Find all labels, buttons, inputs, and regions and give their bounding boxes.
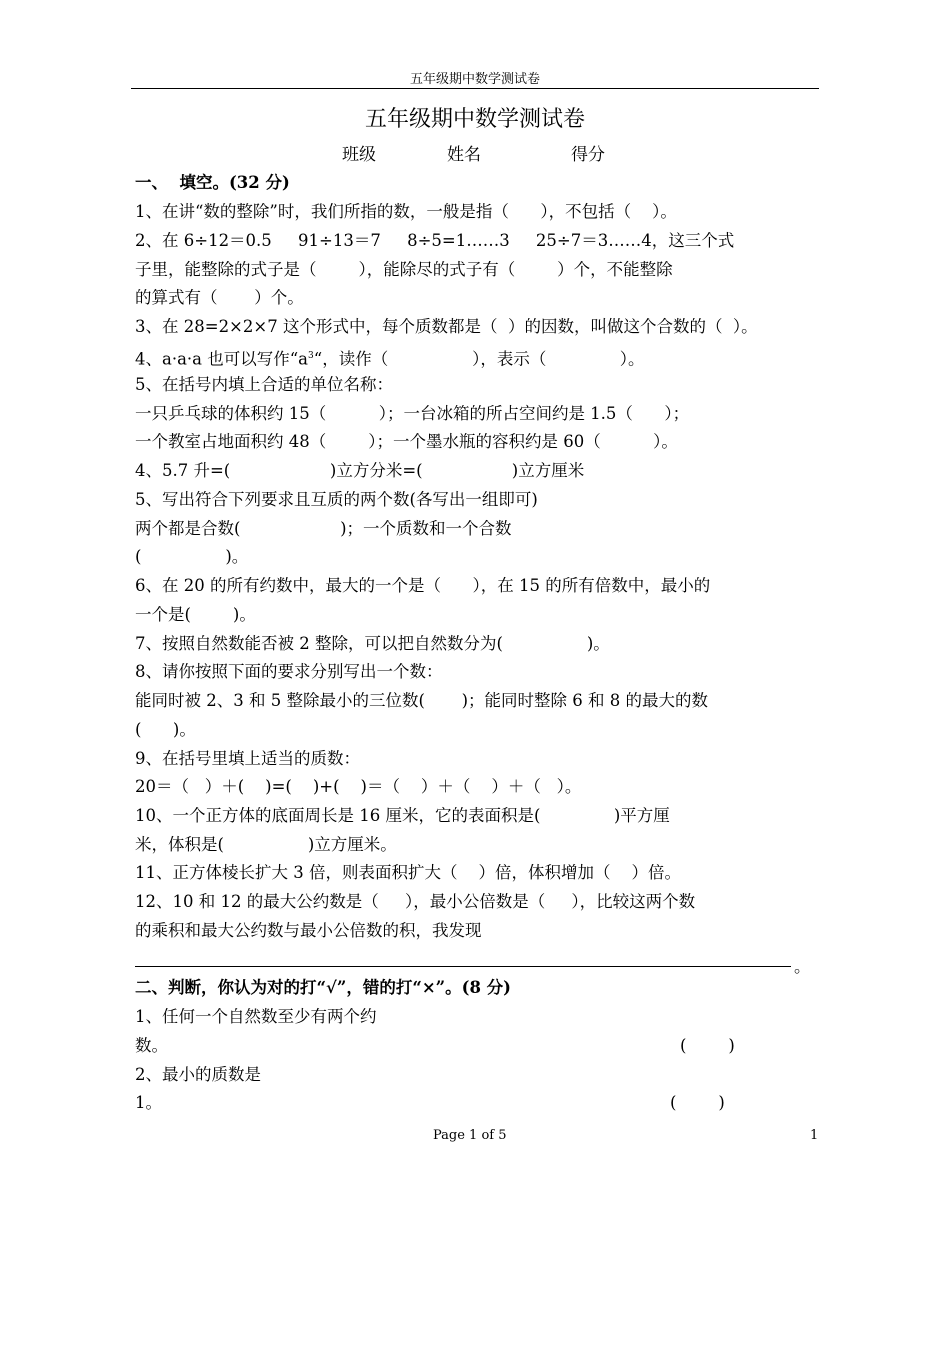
question-line: 3、在 28=2×2×7 这个形式中，每个质数都是（ ）的因数，叫做这个合数的（ ）。	[135, 317, 758, 336]
section2-heading: 二、判断，你认为对的打“√”，错的打“×”。(8 分)	[135, 978, 511, 997]
question-line: 20＝（ ）＋( )=( )+( )＝（ ）＋（ ）＋（ ）。	[135, 777, 582, 796]
question-line: 一只乒乓球的体积约 15（ ）；一台冰箱的所占空间约是 1.5（ ）；	[135, 404, 690, 423]
class-label: 班级	[342, 145, 376, 165]
question-line: 1、任何一个自然数至少有两个约	[135, 1007, 377, 1026]
question-line: 10、一个正方体的底面周长是 16 厘米，它的表面积是( )平方厘	[135, 806, 670, 825]
page-footer: Page 1 of 5	[433, 1128, 507, 1143]
header-rule	[131, 88, 819, 89]
name-label: 姓名	[447, 145, 481, 165]
answer-paren: ( )	[670, 1093, 725, 1112]
question-line: 米，体积是( )立方厘米。	[135, 835, 397, 854]
question-line: 7、按照自然数能否被 2 整除，可以把自然数分为( )。	[135, 634, 610, 653]
question-line: 数。	[135, 1036, 168, 1055]
section1-heading: 一、 填空。(32 分)	[135, 173, 290, 192]
answer-paren: ( )	[680, 1036, 735, 1055]
question-line: 4、5.7 升=( )立方分米=( )立方厘米	[135, 461, 585, 480]
question-line: 1、在讲“数的整除”时，我们所指的数，一般是指（ ），不包括（ ）。	[135, 202, 677, 221]
question-line: 的算式有（ ）个。	[135, 288, 304, 307]
question-line: 5、写出符合下列要求且互质的两个数(各写出一组即可)	[135, 490, 538, 509]
page-title: 五年级期中数学测试卷	[364, 107, 585, 132]
question-line: 2、最小的质数是	[135, 1065, 261, 1084]
exponent: 3	[308, 351, 314, 361]
question-line: 子里，能整除的式子是（ ），能除尽的式子有（ ）个，不能整除	[135, 260, 673, 279]
question-line: 能同时被 2、3 和 5 整除最小的三位数( )；能同时整除 6 和 8 的最大的数	[135, 691, 709, 710]
question-line: 9、在括号里填上适当的质数：	[135, 749, 360, 768]
question-line: 5、在括号内填上合适的单位名称：	[135, 375, 393, 394]
answer-blank-line	[135, 966, 791, 967]
question-line: 11、正方体棱长扩大 3 倍，则表面积扩大（ ）倍，体积增加（ ）倍。	[135, 863, 681, 882]
question-text: “，读作（ ），表示（ ）。	[313, 349, 645, 369]
end-mark: 。	[794, 957, 811, 976]
question-line: 12、10 和 12 的最大公约数是（ ），最小公倍数是（ ），比较这两个数	[135, 892, 696, 911]
question-text: 4、a·a·a 也可以写作“a	[135, 349, 309, 369]
question-line: 8、请你按照下面的要求分别写出一个数：	[135, 662, 443, 681]
question-line: ( )。	[135, 547, 249, 566]
question-line: 的乘积和最大公约数与最小公倍数的积，我发现	[135, 921, 482, 940]
question-line	[135, 346, 645, 370]
question-line: 6、在 20 的所有约数中，最大的一个是（ ），在 15 的所有倍数中，最小的	[135, 576, 711, 595]
score-label: 得分	[571, 145, 605, 165]
question-line: 两个都是合数( )；一个质数和一个合数	[135, 519, 512, 538]
question-line: 1。	[135, 1093, 162, 1112]
question-line: 一个教室占地面积约 48（ ）；一个墨水瓶的容积约是 60（ ）。	[135, 432, 678, 451]
question-line: 一个是( )。	[135, 605, 256, 624]
question-line: ( )。	[135, 720, 196, 739]
running-header: 五年级期中数学测试卷	[409, 72, 540, 87]
page-number: 1	[810, 1128, 819, 1143]
question-line: 2、在 6÷12＝0.5 91÷13＝7 8÷5=1……3 25÷7＝3……4，这三个式	[135, 231, 735, 250]
